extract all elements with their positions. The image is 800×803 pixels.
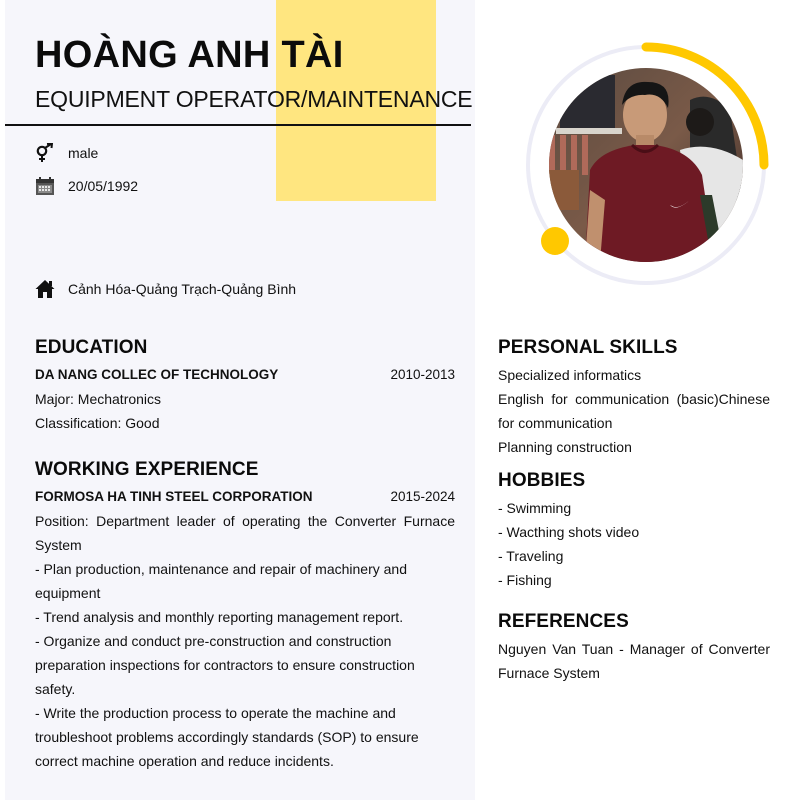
education-entry-header — [35, 367, 455, 382]
experience-entry-header — [35, 489, 455, 504]
hobbies-heading: HOBBIES — [498, 470, 586, 491]
home-icon — [35, 279, 55, 299]
birthdate-value: 20/05/1992 — [68, 178, 139, 194]
experience-duty: - Plan production, maintenance and repair of machinery and equipment — [35, 561, 407, 601]
decorative-yellow-dot — [541, 227, 569, 255]
candidate-name: HOÀNG ANH TÀI — [35, 34, 344, 76]
education-years: 2010-2013 — [390, 367, 455, 382]
hobby-item: - Wacthing shots video — [498, 524, 640, 540]
calendar-icon — [35, 176, 55, 196]
hobby-item: - Fishing — [498, 572, 552, 588]
company-name: FORMOSA HA TINH STEEL CORPORATION — [35, 489, 313, 504]
decorative-ring — [528, 47, 764, 283]
experience-duty: - Write the production process to operate the machine and troubleshoot problems accordingly standards (SOP) to ensure correct machine operation and reduce incidents. — [35, 705, 419, 769]
skills-list — [498, 363, 770, 459]
experience-duty: - Trend analysis and monthly reporting management report. — [35, 609, 404, 625]
skill-item: English for communication (basic)Chinese for communication — [498, 391, 770, 431]
skill-item: Specialized informatics — [498, 367, 642, 383]
experience-years: 2015-2024 — [390, 489, 455, 504]
references-heading: REFERENCES — [498, 611, 629, 632]
hobbies-list — [498, 496, 770, 592]
profile-photo — [549, 68, 743, 262]
education-details — [35, 387, 455, 435]
education-major: Major: Mechatronics — [35, 391, 162, 407]
address-value: Cảnh Hóa-Quảng Trạch-Quảng Bình — [68, 281, 297, 297]
experience-position: Position: Department leader of operating the Converter Furnace System — [35, 513, 455, 553]
skill-item: Planning construction — [498, 439, 632, 455]
job-title: EQUIPMENT OPERATOR/MAINTENANCE — [35, 86, 473, 112]
experience-heading: WORKING EXPERIENCE — [35, 459, 259, 480]
references-list — [498, 637, 770, 685]
decorative-yellow-arc — [646, 47, 764, 165]
school-name: DA NANG COLLEC OF TECHNOLOGY — [35, 367, 279, 382]
birthdate-row — [35, 175, 138, 197]
header-divider — [5, 124, 471, 126]
hobby-item: - Swimming — [498, 500, 572, 516]
reference-item: Nguyen Van Tuan - Manager of Converter Furnace System — [498, 641, 770, 681]
skills-heading: PERSONAL SKILLS — [498, 337, 678, 358]
education-classification: Classification: Good — [35, 415, 160, 431]
education-heading: EDUCATION — [35, 337, 148, 358]
address-row — [35, 278, 296, 300]
gender-value: male — [68, 145, 99, 161]
hobby-item: - Traveling — [498, 548, 564, 564]
gender-row — [35, 142, 98, 164]
gender-icon — [35, 143, 55, 163]
experience-details — [35, 509, 455, 773]
experience-duty: - Organize and conduct pre-construction and construction preparation inspections for contractors to ensure construction safety. — [35, 633, 415, 697]
